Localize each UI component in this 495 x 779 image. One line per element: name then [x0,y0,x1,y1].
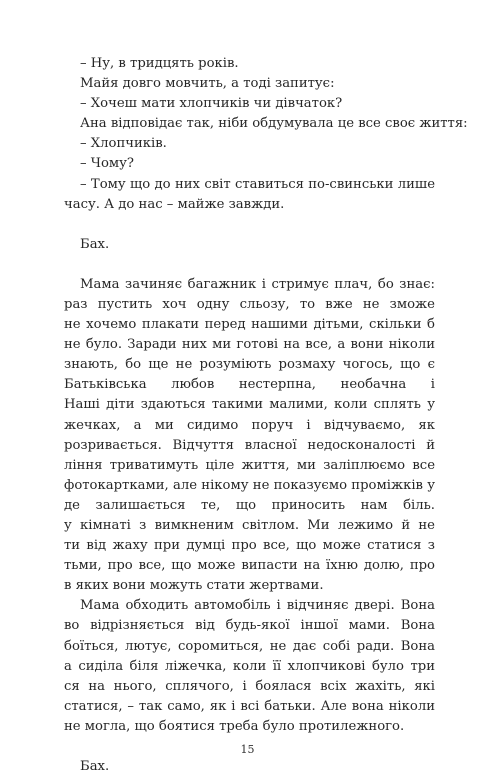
paragraph-line: Батьківська любов нестерпна, необачна і [64,377,435,393]
paragraph-line: во відрізняється від будь-якої іншої мами. Вона [64,618,435,634]
dialogue-line: – Чому? [80,156,135,172]
paragraph-gap [64,215,435,235]
paragraph-line: ління триватимуть ціле життя, ми заліплюємо все [64,457,435,473]
dialogue-line: – Хлопчиків. [80,136,167,152]
paragraph-line-last: в яких вони можуть стати жертвами. [64,578,324,594]
section-break-bah: Бах. [80,759,110,774]
dialogue-line: – Ну, в тридцять років. [80,56,239,71]
paragraph-line: ся на нього, сплячого, і боялася всіх жахіть, які [64,678,435,694]
paragraph-line: не хочемо плакати перед нашими дітьми, скільки б [64,317,435,333]
text-line: Майя довго мовчить, а тоді запитує: [80,76,335,92]
dialogue-line: – Хочеш мати хлопчиків чи дівчаток? [80,96,343,112]
paragraph-line: ти від жаху при думці про все, що може статися з [64,538,435,554]
paragraph-line: знають, бо ще не розуміють розмаху чогось, що є [64,357,435,373]
paragraph-line: а сиділа біля ліжечка, коли її хлопчикові було три [64,658,435,674]
paragraph-line: раз пустить хоч одну сльозу, то вже не зможе [64,296,435,312]
paragraph-gap [64,255,435,275]
section-break-bah: Бах. [80,236,110,252]
paragraph-line-last: не могла, що боятися треба було протилежного. [64,718,405,734]
paragraph-line: фотокартками, але нікому не показуємо проміжків у [64,477,435,493]
dialogue-line-continued: часу. А до нас – майже завжди. [64,196,285,212]
paragraph-line: розривається. Відчуття власної недосконалості й [64,437,435,453]
page-number: 15 [240,743,255,756]
paragraph-line: боїться, лютує, соромиться, не дає собі ради. Вона [64,638,435,654]
paragraph-line: Наші діти здаються такими малими, коли сплять у [64,397,435,413]
text-line: Ана відповідає так, ніби обдумувала це все своє життя: [80,116,468,132]
dialogue-line: – Тому що до них світ ставиться по-свинськи лише [80,176,435,192]
paragraph-line: у кімнаті з вимкненим світлом. Ми лежимо й не [64,517,435,533]
paragraph-line: Мама зачиняє багажник і стримує плач, бо знає: [80,276,435,292]
paragraph-line: жечках, а ми сидимо поруч і відчуваємо, як [64,417,435,433]
paragraph-line: статися, – так само, як і всі батьки. Але вона ніколи [64,698,435,714]
paragraph-line: Мама обходить автомобіль і відчиняє двері. Вона [80,598,435,614]
paragraph-line: тьми, про все, що може випасти на їхню долю, про [64,558,435,574]
paragraph-line: не було. Заради них ми готові на все, а вони ніколи [64,337,435,353]
paragraph-line: де залишається те, що приносить нам біль. [64,497,435,513]
